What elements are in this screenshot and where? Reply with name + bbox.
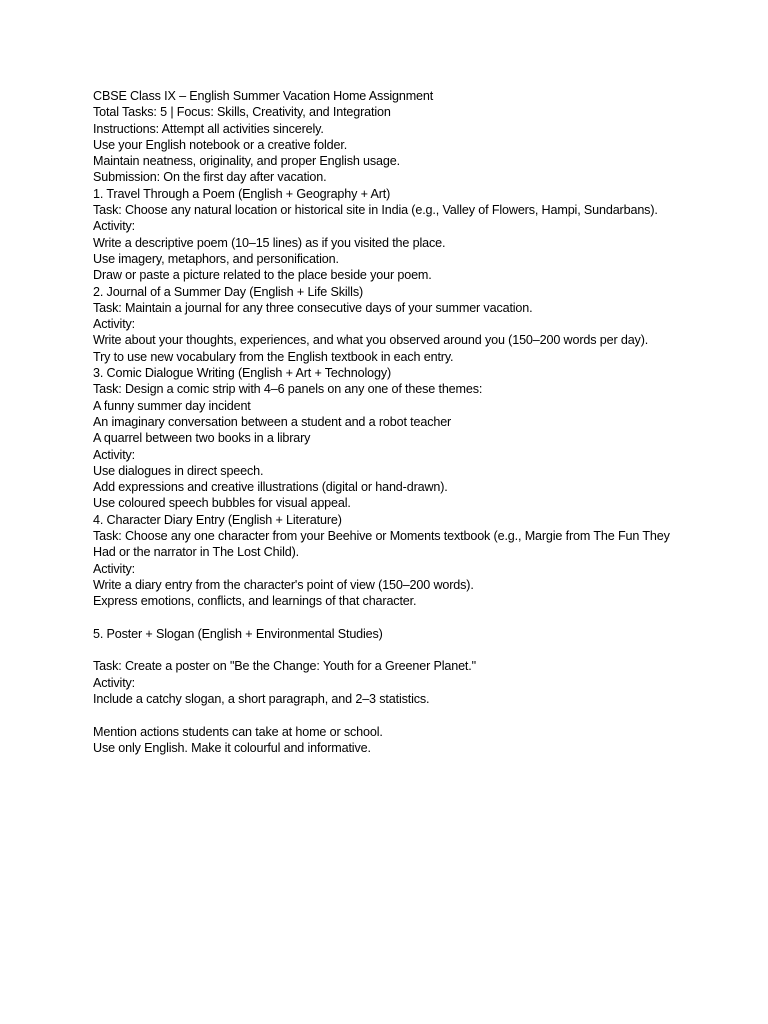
task-heading: 5. Poster + Slogan (English + Environmental Studies) [93, 626, 383, 641]
theme-line: A funny summer day incident [93, 398, 251, 413]
activity-line: Use only English. Make it colourful and informative. [93, 740, 371, 755]
theme-line: A quarrel between two books in a library [93, 431, 311, 446]
task-description: Task: Maintain a journal for any three consecutive days of your summer vacation. [93, 300, 533, 315]
activity-label: Activity: [93, 447, 136, 462]
document-title: CBSE Class IX – English Summer Vacation Home Assignment [93, 89, 434, 103]
task-heading: 4. Character Diary Entry (English + Literature) [93, 512, 342, 527]
theme-line: An imaginary conversation between a student and a robot teacher [93, 414, 452, 429]
task-heading: 3. Comic Dialogue Writing (English + Art + Technology) [93, 366, 392, 381]
activity-line: Use dialogues in direct speech. [93, 463, 264, 478]
activity-line: Write about your thoughts, experiences, and what you observed around you (150–200 words per day). [93, 333, 649, 348]
activity-line: Use coloured speech bubbles for visual appeal. [93, 496, 351, 511]
task-heading: 1. Travel Through a Poem (English + Geography + Art) [93, 186, 391, 201]
instruction-line: Use your English notebook or a creative folder. [93, 137, 348, 152]
activity-label: Activity: [93, 219, 136, 234]
activity-line: Use imagery, metaphors, and personification. [93, 251, 339, 266]
task-description: Task: Choose any natural location or historical site in India (e.g., Valley of Flowers, Hampi, Sundarbans). [93, 203, 658, 218]
activity-label: Activity: [93, 317, 136, 332]
task-description: Task: Create a poster on "Be the Change: Youth for a Greener Planet." [93, 659, 476, 674]
activity-line: Include a catchy slogan, a short paragraph, and 2–3 statistics. [93, 691, 430, 706]
task-description: Task: Design a comic strip with 4–6 panels on any one of these themes: [93, 382, 483, 397]
activity-line: Mention actions students can take at home or school. [93, 724, 383, 739]
activity-line: Write a diary entry from the character's point of view (150–200 words). [93, 577, 474, 592]
submission-line: Submission: On the first day after vacation. [93, 170, 327, 185]
assignment-text [93, 88, 683, 756]
instruction-line: Instructions: Attempt all activities sincerely. [93, 121, 324, 136]
activity-label: Activity: [93, 561, 136, 576]
document-summary: Total Tasks: 5 | Focus: Skills, Creativity, and Integration [93, 105, 391, 120]
task-heading: 2. Journal of a Summer Day (English + Life Skills) [93, 284, 364, 299]
task-description: Task: Choose any one character from your Beehive or Moments textbook (e.g., Margie from The Fun They Had or the narrator in The Lost Child). [93, 529, 670, 560]
activity-label: Activity: [93, 675, 136, 690]
activity-line: Draw or paste a picture related to the place beside your poem. [93, 268, 432, 283]
activity-line: Try to use new vocabulary from the English textbook in each entry. [93, 349, 454, 364]
activity-line: Write a descriptive poem (10–15 lines) as if you visited the place. [93, 235, 446, 250]
activity-line: Express emotions, conflicts, and learnings of that character. [93, 594, 417, 609]
activity-line: Add expressions and creative illustrations (digital or hand-drawn). [93, 480, 448, 495]
instruction-line: Maintain neatness, originality, and proper English usage. [93, 154, 400, 169]
